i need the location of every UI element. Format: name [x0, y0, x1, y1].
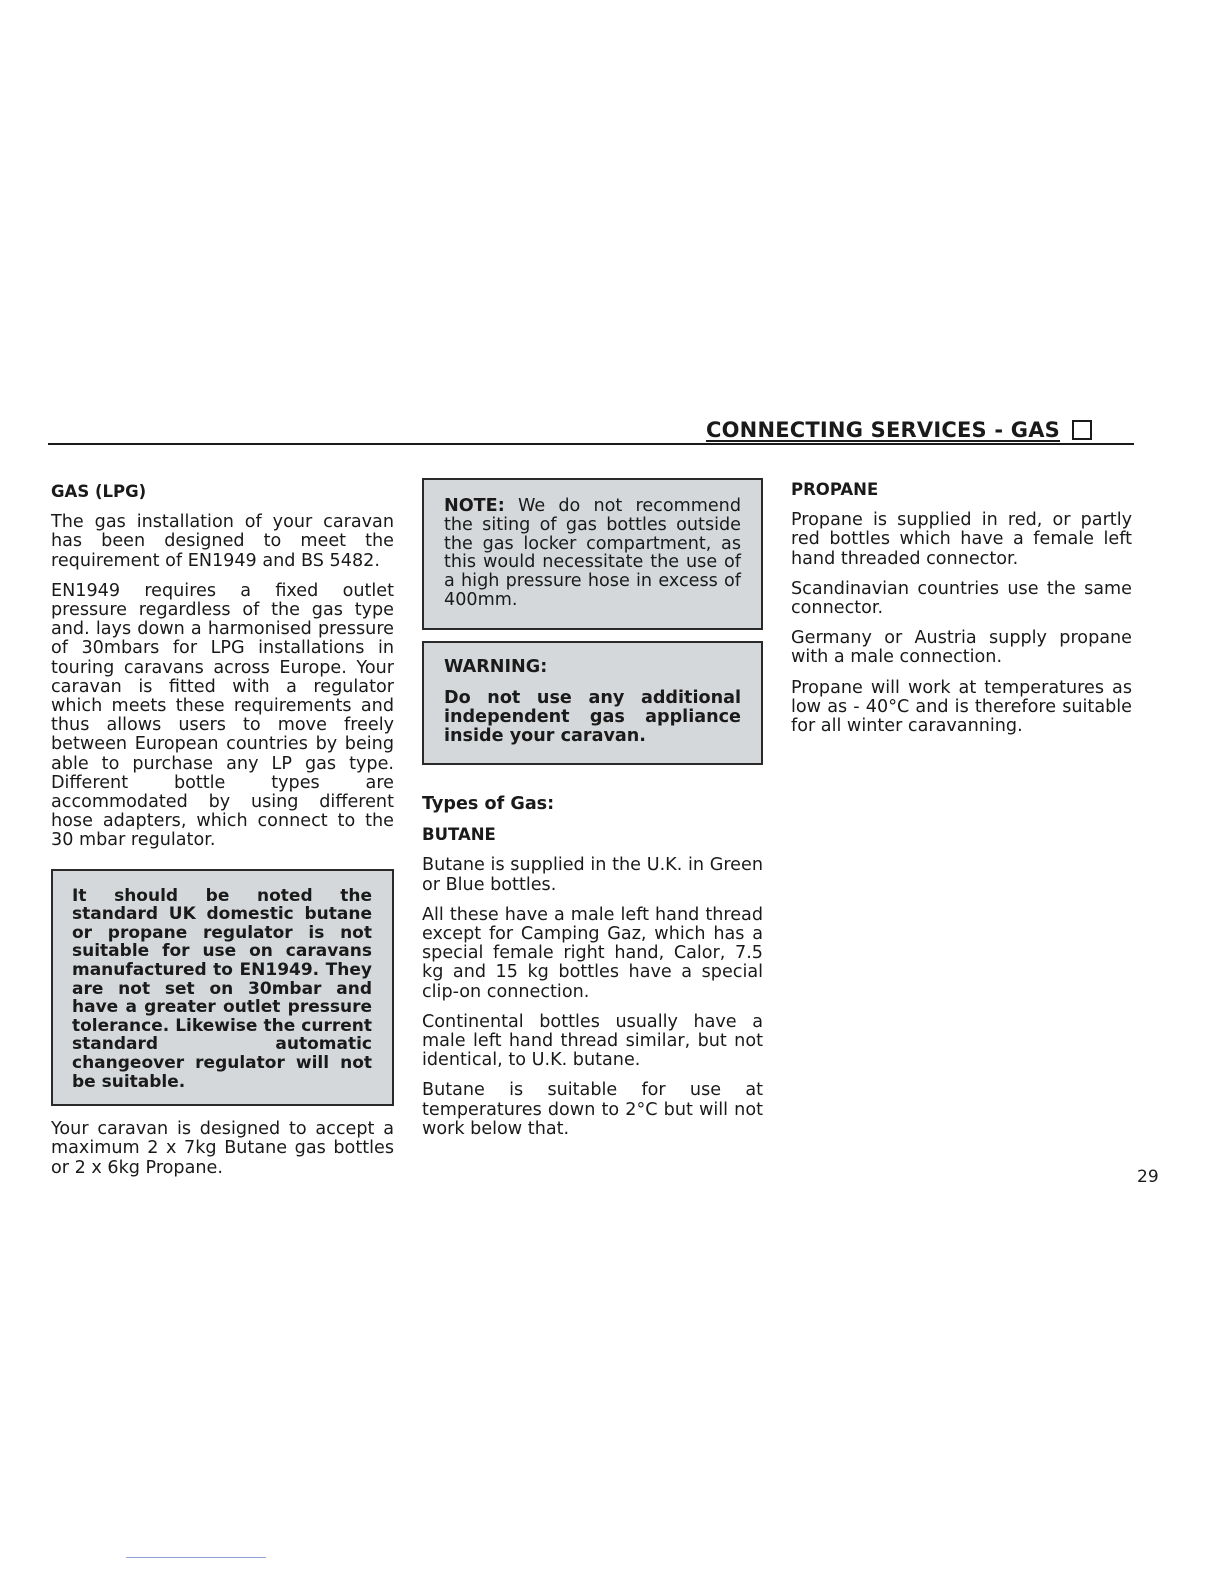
propane-heading: PROPANE	[791, 480, 879, 499]
warning-title: WARNING:	[444, 656, 548, 677]
header-divider	[48, 443, 1134, 445]
continental-paragraph: Continental bottles usually have a male left hand thread similar, but not identical, to U.K. butane.	[422, 1011, 763, 1071]
scan-artifact-line	[126, 1557, 266, 1558]
germany-paragraph: Germany or Austria supply propane with a male connection.	[791, 628, 1132, 668]
butane-thread-paragraph: All these have a male left hand thread except for Camping Gaz, which has a special female right hand, Calor, 7.5 kg and 15 kg bottles have a special clip-on connection.	[422, 904, 763, 1002]
note-box	[422, 478, 763, 630]
note-label: NOTE:	[444, 496, 505, 516]
regulator-notice-box	[51, 869, 394, 1107]
middle-column	[422, 478, 763, 1150]
gas-lpg-heading: GAS (LPG)	[51, 482, 147, 501]
butane-supply-paragraph: Butane is supplied in the U.K. in Green or Blue bottles.	[422, 855, 763, 895]
butane-heading: BUTANE	[422, 825, 496, 845]
note-text: We do not recommend the siting of gas bottles outside the gas locker compartment, as this would necessitate the use of a high pressure hose in excess of 400mm.	[444, 496, 741, 610]
capacity-paragraph: Your caravan is designed to accept a maximum 2 x 7kg Butane gas bottles or 2 x 6kg Propane.	[51, 1119, 394, 1178]
checkbox-square-icon	[1072, 420, 1092, 440]
propane-supply-paragraph: Propane is supplied in red, or partly red bottles which have a female left hand threaded connector.	[791, 510, 1132, 569]
page-number: 29	[1137, 1167, 1159, 1187]
warning-text: Do not use any additional independent gas appliance inside your caravan.	[444, 687, 741, 746]
propane-temperature-paragraph: Propane will work at temperatures as low as - 40°C and is therefore suitable for all winter caravanning.	[791, 677, 1132, 737]
en1949-paragraph: EN1949 requires a fixed outlet pressure regardless of the gas type and. lays down a harmonised pressure of 30mbars for LPG installations in touring caravans across Europe. Your caravan is fitted with a regulator which meets these requirements and thus allows users to move freely between European countries by being able to purchase any LP gas type. Different bottle types are accommodated by using different hose adapters, which connect to the 30 mbar regulator.	[51, 580, 394, 851]
warning-box	[422, 641, 763, 765]
regulator-notice-text: It should be noted the standard UK domestic butane or propane regulator is not suitable for use on caravans manufactured to EN1949. They are not set on 30mbar and have a greater outlet pressure tolerance. Likewise the current standard automatic changeover regulator will not be suitable.	[72, 885, 372, 1092]
left-column	[51, 478, 394, 1189]
intro-paragraph: The gas installation of your caravan has been designed to meet the requirement of EN1949 and BS 5482.	[51, 512, 394, 571]
types-of-gas-heading: Types of Gas:	[422, 793, 555, 814]
butane-temperature-paragraph: Butane is suitable for use at temperatures down to 2°C but will not work below that.	[422, 1080, 763, 1139]
right-column	[791, 478, 1132, 747]
scandinavian-paragraph: Scandinavian countries use the same connector.	[791, 578, 1132, 619]
section-title: CONNECTING SERVICES - GAS	[706, 418, 1060, 442]
section-header	[706, 418, 1092, 442]
